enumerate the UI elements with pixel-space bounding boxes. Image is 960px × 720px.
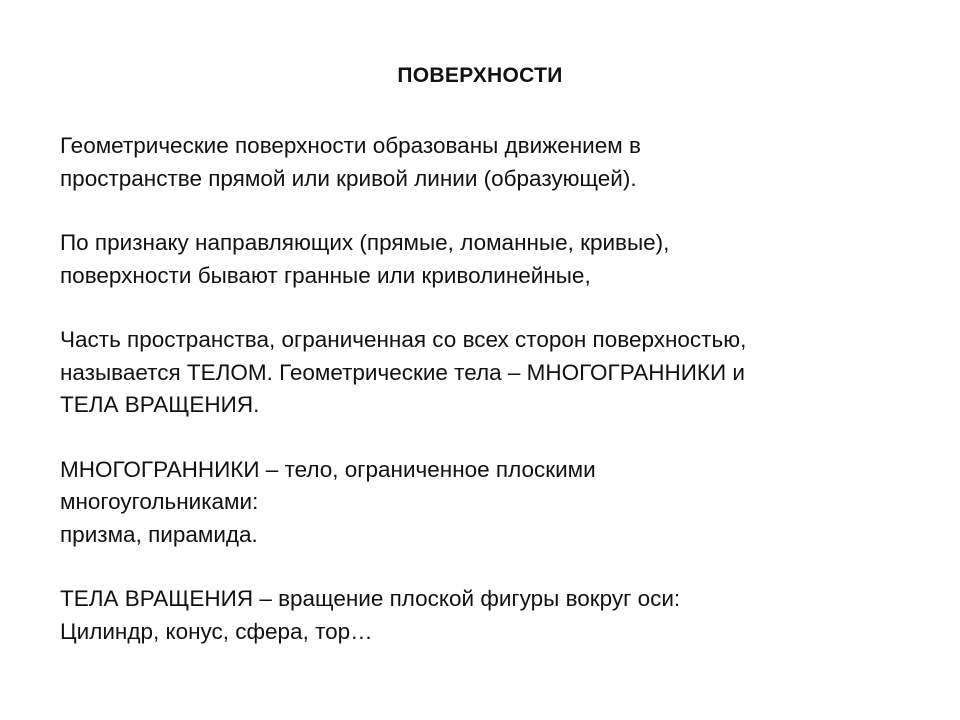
paragraph-body-definition [60, 324, 920, 422]
text-line: называется ТЕЛОМ. Геометрические тела – МНОГОГРАННИКИ и [60, 359, 745, 385]
slide-body [60, 130, 920, 680]
text-line: По признаку направляющих (прямые, ломанные, кривые), [60, 230, 670, 255]
text-line: Цилиндр, конус, сфера, тор… [60, 618, 373, 644]
paragraph-polyhedra [60, 454, 920, 552]
text-line: поверхности бывают гранные или криволинейные, [60, 262, 591, 288]
text-line: МНОГОГРАННИКИ – тело, ограниченное плоскими [60, 456, 596, 482]
text-line: ТЕЛА ВРАЩЕНИЯ – вращение плоской фигуры вокруг оси: [60, 586, 681, 611]
text-line: пространстве прямой или кривой линии (образующей). [60, 165, 637, 191]
text-line: ТЕЛА ВРАЩЕНИЯ. [60, 392, 260, 417]
page-title: ПОВЕРХНОСТИ [397, 64, 563, 87]
paragraph-bodies-of-revolution [60, 583, 920, 648]
text-line: призма, пирамида. [60, 521, 258, 547]
paragraph-surfaces-definition [60, 130, 920, 195]
text-line: Часть пространства, ограниченная со всех сторон поверхностью, [60, 327, 747, 352]
text-line: Геометрические поверхности образованы движением в [60, 133, 641, 158]
paragraph-surface-types [60, 227, 920, 292]
text-line: многоугольниками: [60, 489, 259, 514]
